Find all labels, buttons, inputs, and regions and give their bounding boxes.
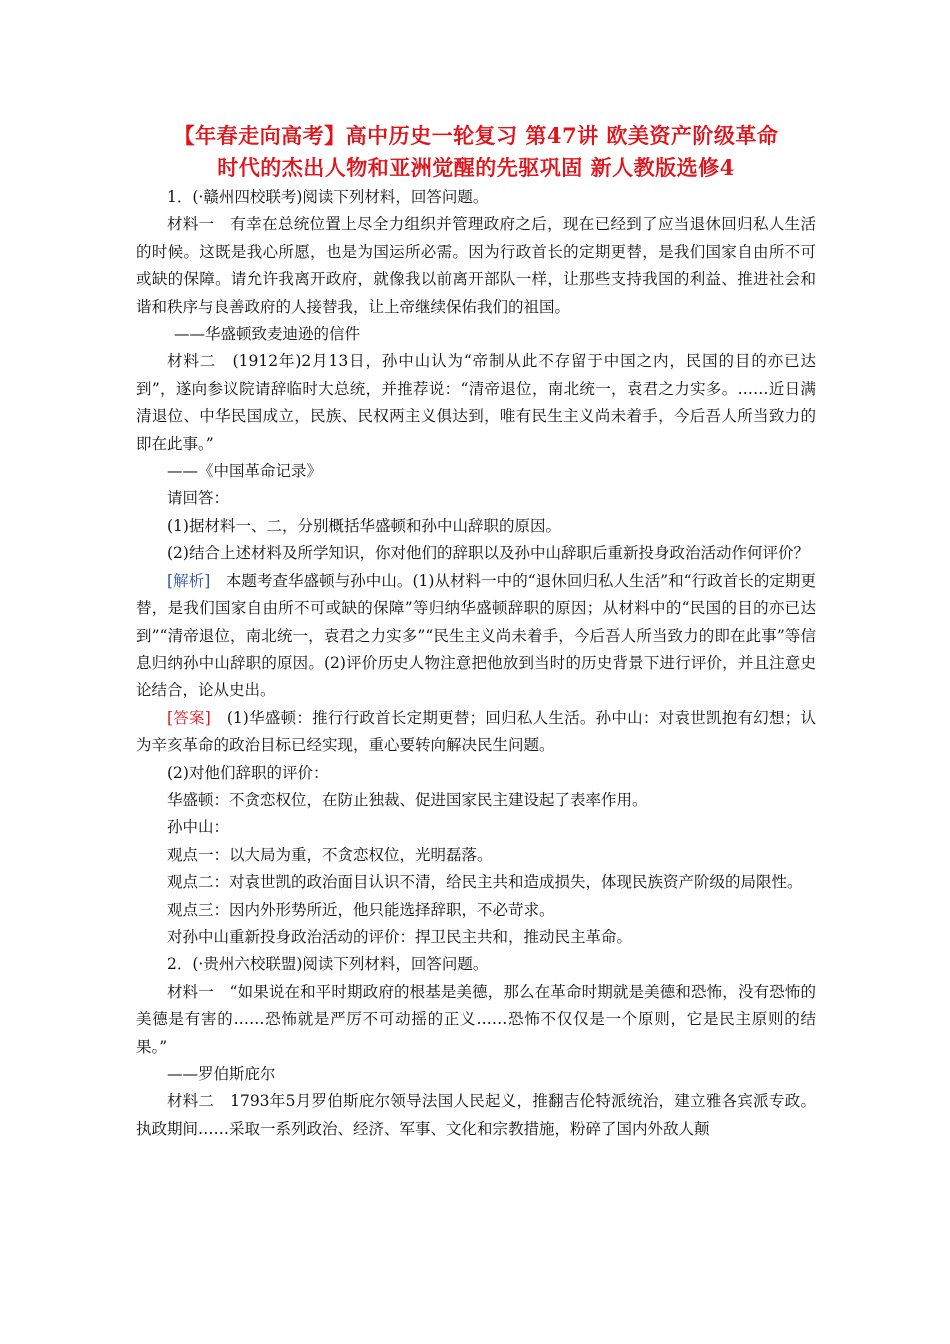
q1-subquestion-1: (1)据材料一、二，分别概括华盛顿和孙中山辞职的原因。 [167,516,561,535]
analysis-tag: [解析] [167,571,211,590]
q1-analysis [136,568,816,705]
q1-answer-2: (2)对他们辞职的评价： [167,763,329,782]
analysis-text: 本题考查华盛顿与孙中山。(1)从材料一中的“退休回归私人生活”和“行政首长的定期更替，是我们国家自由所不可或缺的保障”等归纳华盛顿辞职的原因；从材料中的“民国的目的亦已达到”“清帝退位，南北统一，袁君之力实多”“民生主义尚未着手，今后吾人所当致力的即在此事”等信息归纳孙中山辞职的原因。(2)评价历史人物注意把他放到当时的历史背景下进行评价，并且注意史论结合，论从史出。 [136,571,816,700]
q1-answer-washington: 华盛顿：不贪恋权位，在防止独裁、促进国家民主建设起了表率作用。 [167,790,648,809]
q2-material-1-source: ——罗伯斯庇尔 [167,1065,276,1083]
q1-subquestion-2: (2)结合上述材料及所学知识，你对他们的辞职以及孙中山辞职后重新投身政治活动作何评价？ [167,544,809,563]
q1-view-2: 观点二：对袁世凯的政治面目认识不清，给民主共和造成损失，体现民族资产阶级的局限性。 [167,873,803,892]
document-page [136,120,816,1143]
q2-material-1: 材料一 “如果说在和平时期政府的根基是美德，那么在革命时期就是美德和恐怖，没有恐怖的美德是有害的……恐怖就是严厉不可动摇的正义……恐怖不仅仅是一个原则，它是民主原则的结果。” [136,982,816,1056]
q1-answer-sun: 孙中山： [167,818,230,837]
q1-ask: 请回答： [167,489,230,508]
answer-tag: [答案] [167,708,211,727]
title-line-1: 【年春走向高考】高中历史一轮复习 第47讲 欧美资产阶级革命 [173,123,779,148]
question-1-stem: 1．(·赣州四校联考)阅读下列材料，回答问题。 [167,188,489,206]
q1-view-1: 观点一：以大局为重，不贪恋权位，光明磊落。 [167,845,493,864]
question-2-stem: 2．(·贵州六校联盟)阅读下列材料，回答问题。 [167,955,489,974]
q1-answer-1 [136,705,816,760]
title-line-2: 时代的杰出人物和亚洲觉醒的先驱巩固 新人教版选修4 [217,155,735,180]
q1-material-2: 材料二 (1912年)2月13日，孙中山认为“帝制从此不存留于中国之内，民国的目的亦已达到”，遂向参议院请辞临时大总统，并推荐说：“清帝退位，南北统一，袁君之力实多。……近日满清退位、中华民国成立，民族、民权两主义俱达到，唯有民生主义尚未着手，今后吾人所当致力的即在此事。” [136,352,816,453]
answer-text-1: (1)华盛顿：推行行政首长定期更替；回归私人生活。孙中山：对袁世凯抱有幻想；认为辛亥革命的政治目标已经实现，重心要转向解决民生问题。 [136,708,816,755]
q1-material-1: 材料一 有幸在总统位置上尽全力组织并管理政府之后，现在已经到了应当退休回归私人生活的时候。这既是我心所愿，也是为国运所必需。因为行政首长的定期更替，是我们国家自由所不可或缺的保障。请允许我离开政府，就像我以前离开部队一样，让那些支持我国的利益、推进社会和谐和秩序与良善政府的人接替我，让上帝继续保佑我们的祖国。 [136,215,816,316]
q1-view-3: 观点三：因内外形势所近，他只能选择辞职，不必苛求。 [167,900,555,919]
document-title [116,120,836,184]
q2-material-2: 材料二 1793年5月罗伯斯庇尔领导法国人民起义，推翻吉伦特派统治，建立雅各宾派专政。执政期间……采取一系列政治、经济、军事、文化和宗教措施，粉碎了国内外敌人颠 [136,1092,816,1138]
q1-material-1-source: ——华盛顿致麦迪逊的信件 [174,325,361,344]
q1-return-evaluation: 对孙中山重新投身政治活动的评价：捍卫民主共和，推动民主革命。 [167,927,633,946]
q1-material-2-source: ——《中国革命记录》 [167,462,323,481]
